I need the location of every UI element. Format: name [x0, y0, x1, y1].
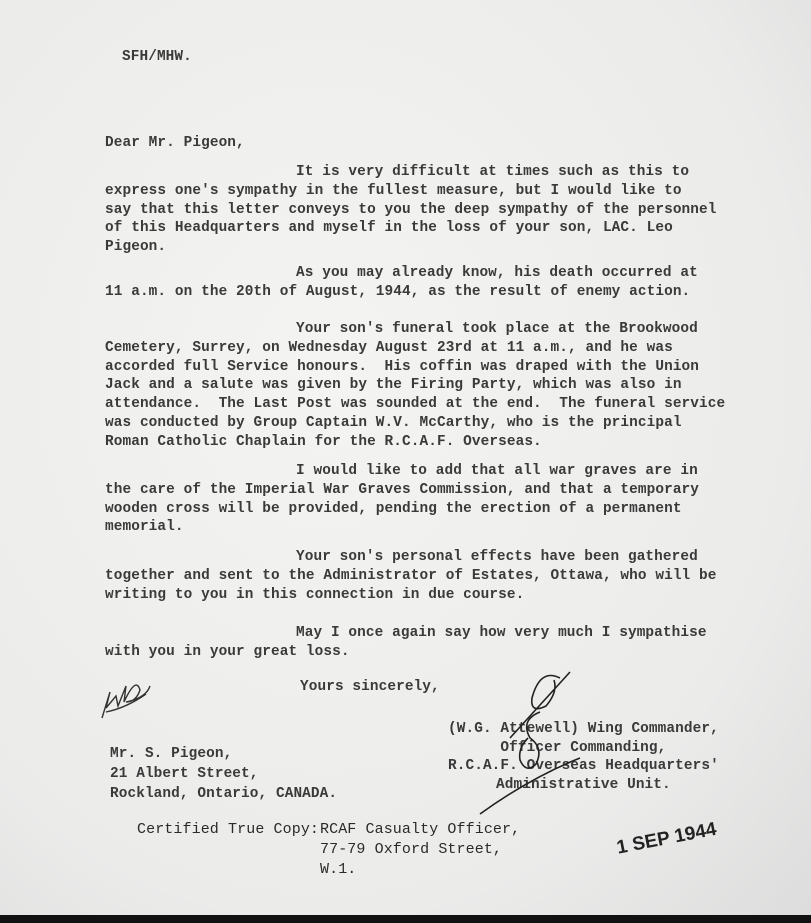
handwritten-signature	[470, 668, 600, 818]
salutation: Dear Mr. Pigeon,	[105, 135, 245, 151]
address-line: Mr. S. Pigeon,	[110, 746, 233, 762]
signature-line: Administrative Unit.	[496, 776, 671, 793]
letter-line: express one's sympathy in the fullest measure, but I would like to	[105, 182, 682, 199]
certification-line: RCAF Casualty Officer,	[320, 821, 521, 838]
letter-line: with you in your great loss.	[105, 643, 350, 660]
signature-line: Officer Commanding,	[500, 739, 667, 756]
letter-line: Cemetery, Surrey, on Wednesday August 23rd at 11 a.m., and he was	[105, 339, 673, 356]
letter-line: As you may already know, his death occurred at	[296, 265, 698, 281]
letter-line: together and sent to the Administrator of Estates, Ottawa, who will be	[105, 567, 717, 584]
letter-line: wooden cross will be provided, pending the erection of a permanent	[105, 500, 682, 517]
letter-line: May I once again say how very much I sympathise	[296, 625, 707, 641]
date-stamp: 1 SEP 1944	[615, 818, 719, 859]
scan-edge	[0, 915, 811, 923]
letter-line: Jack and a salute was given by the Firing Party, which was also in	[105, 377, 682, 394]
letter-line: memorial.	[105, 519, 184, 536]
letter-line: attendance. The Last Post was sounded at the end. The funeral service	[105, 396, 726, 413]
address-line: Rockland, Ontario, CANADA.	[110, 786, 338, 802]
certification-label: Certified True Copy:	[137, 821, 320, 838]
letter-line: 11 a.m. on the 20th of August, 1944, as the result of enemy action.	[105, 283, 691, 300]
handwritten-initials	[96, 672, 156, 724]
certification-line: W.1.	[320, 861, 357, 878]
certification-line: 77-79 Oxford Street,	[320, 841, 503, 858]
letter-line: I would like to add that all war graves are in	[296, 463, 698, 479]
letter-line: say that this letter conveys to you the deep sympathy of the personnel	[105, 201, 717, 218]
reference-code: SFH/MHW.	[122, 49, 192, 65]
letter-line: of this Headquarters and myself in the loss of your son, LAC. Leo	[105, 220, 673, 237]
letter-line: It is very difficult at times such as this to	[296, 164, 690, 180]
signature-line: R.C.A.F. Overseas Headquarters'	[448, 758, 719, 774]
letter-line: was conducted by Group Captain W.V. McCarthy, who is the principal	[105, 415, 682, 431]
letter-line: Roman Catholic Chaplain for the R.C.A.F. Overseas.	[105, 433, 542, 450]
letter-line: Pigeon.	[105, 239, 167, 256]
letter-line: Your son's personal effects have been gathered	[296, 549, 698, 565]
recipient-address	[110, 744, 337, 804]
certification-address	[320, 820, 520, 880]
letter-line: Your son's funeral took place at the Brookwood	[296, 321, 698, 337]
address-line: 21 Albert Street,	[110, 766, 259, 782]
letter-line: writing to you in this connection in due course.	[105, 586, 525, 603]
signature-line: (W.G. Attewell) Wing Commander,	[448, 721, 719, 737]
closing: Yours sincerely,	[300, 679, 440, 695]
letter-line: accorded full Service honours. His coffin was draped with the Union	[105, 358, 700, 375]
letter-line: the care of the Imperial War Graves Commission, and that a temporary	[105, 481, 700, 498]
